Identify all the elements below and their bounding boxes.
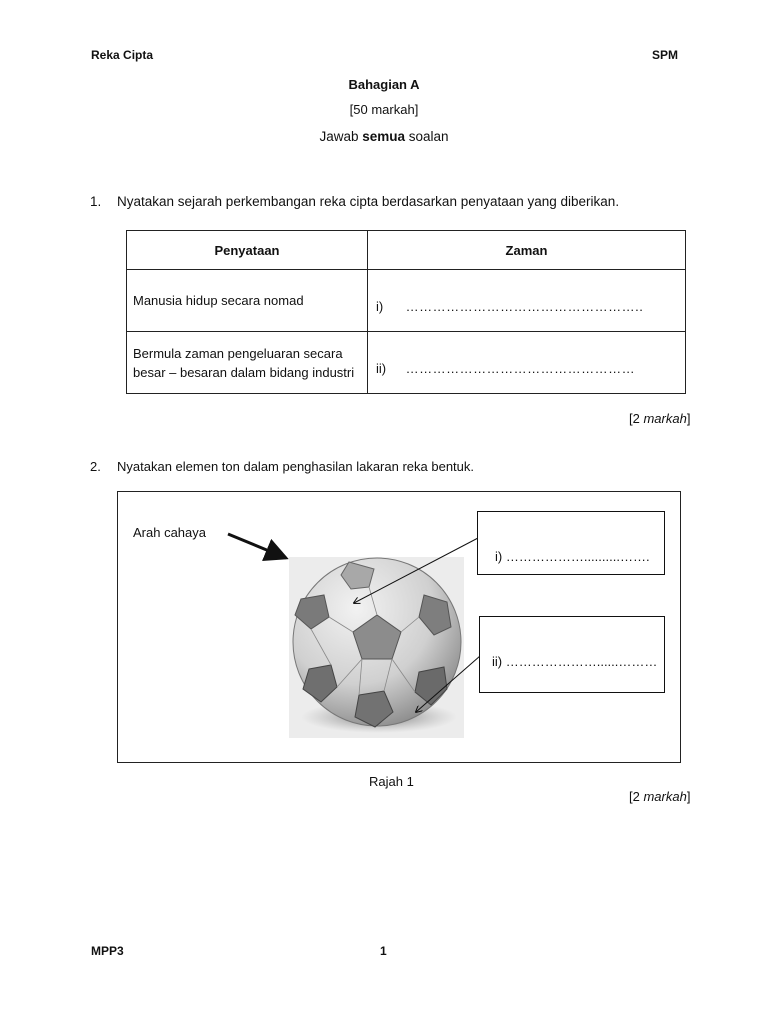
pointer-arrow-1 [354, 538, 478, 603]
q1-answer-blank[interactable]: …………………………………………… [405, 361, 636, 376]
answer-box-2-text: ii) …………………......……… [492, 654, 658, 669]
answer-box-1-text: i) ………………..........……. [495, 549, 650, 564]
section-marks: [50 markah] [349, 102, 419, 117]
figure-caption: Rajah 1 [369, 774, 414, 789]
page-number: 1 [380, 944, 387, 958]
q1-marks: [2 markah] [629, 411, 691, 426]
footer-code: MPP3 [91, 944, 124, 958]
q1-answer-blank[interactable]: …………………………………………….. [405, 299, 644, 314]
q1-answer-label: i) [376, 299, 384, 314]
answer-box-1[interactable] [477, 511, 665, 575]
q1-col-header: Penyataan [127, 231, 368, 270]
answer-box-2[interactable] [479, 616, 665, 693]
light-direction-label: Arah cahaya [133, 525, 206, 540]
header-subject: Reka Cipta [91, 48, 154, 62]
q1-statement: Manusia hidup secara nomad [127, 270, 368, 332]
section-instruction: Jawab semua soalan [319, 129, 449, 144]
q1-text: Nyatakan sejarah perkembangan reka cipta berdasarkan penyataan yang diberikan. [117, 194, 620, 209]
q1-col-header: Zaman [368, 231, 686, 270]
q1-number: 1. [90, 194, 102, 209]
q2-marks: [2 markah] [629, 789, 691, 804]
pointer-arrow-2 [416, 656, 480, 712]
q2-text: Nyatakan elemen ton dalam penghasilan lakaran reka bentuk. [117, 459, 475, 474]
header-exam: SPM [652, 48, 679, 62]
q1-answer-label: ii) [376, 361, 387, 376]
section-title: Bahagian A [348, 77, 420, 92]
q1-statement: Bermula zaman pengeluaran secara besar – besaran dalam bidang industri [127, 332, 368, 394]
light-direction-arrow [228, 534, 286, 558]
q2-number: 2. [90, 459, 101, 474]
